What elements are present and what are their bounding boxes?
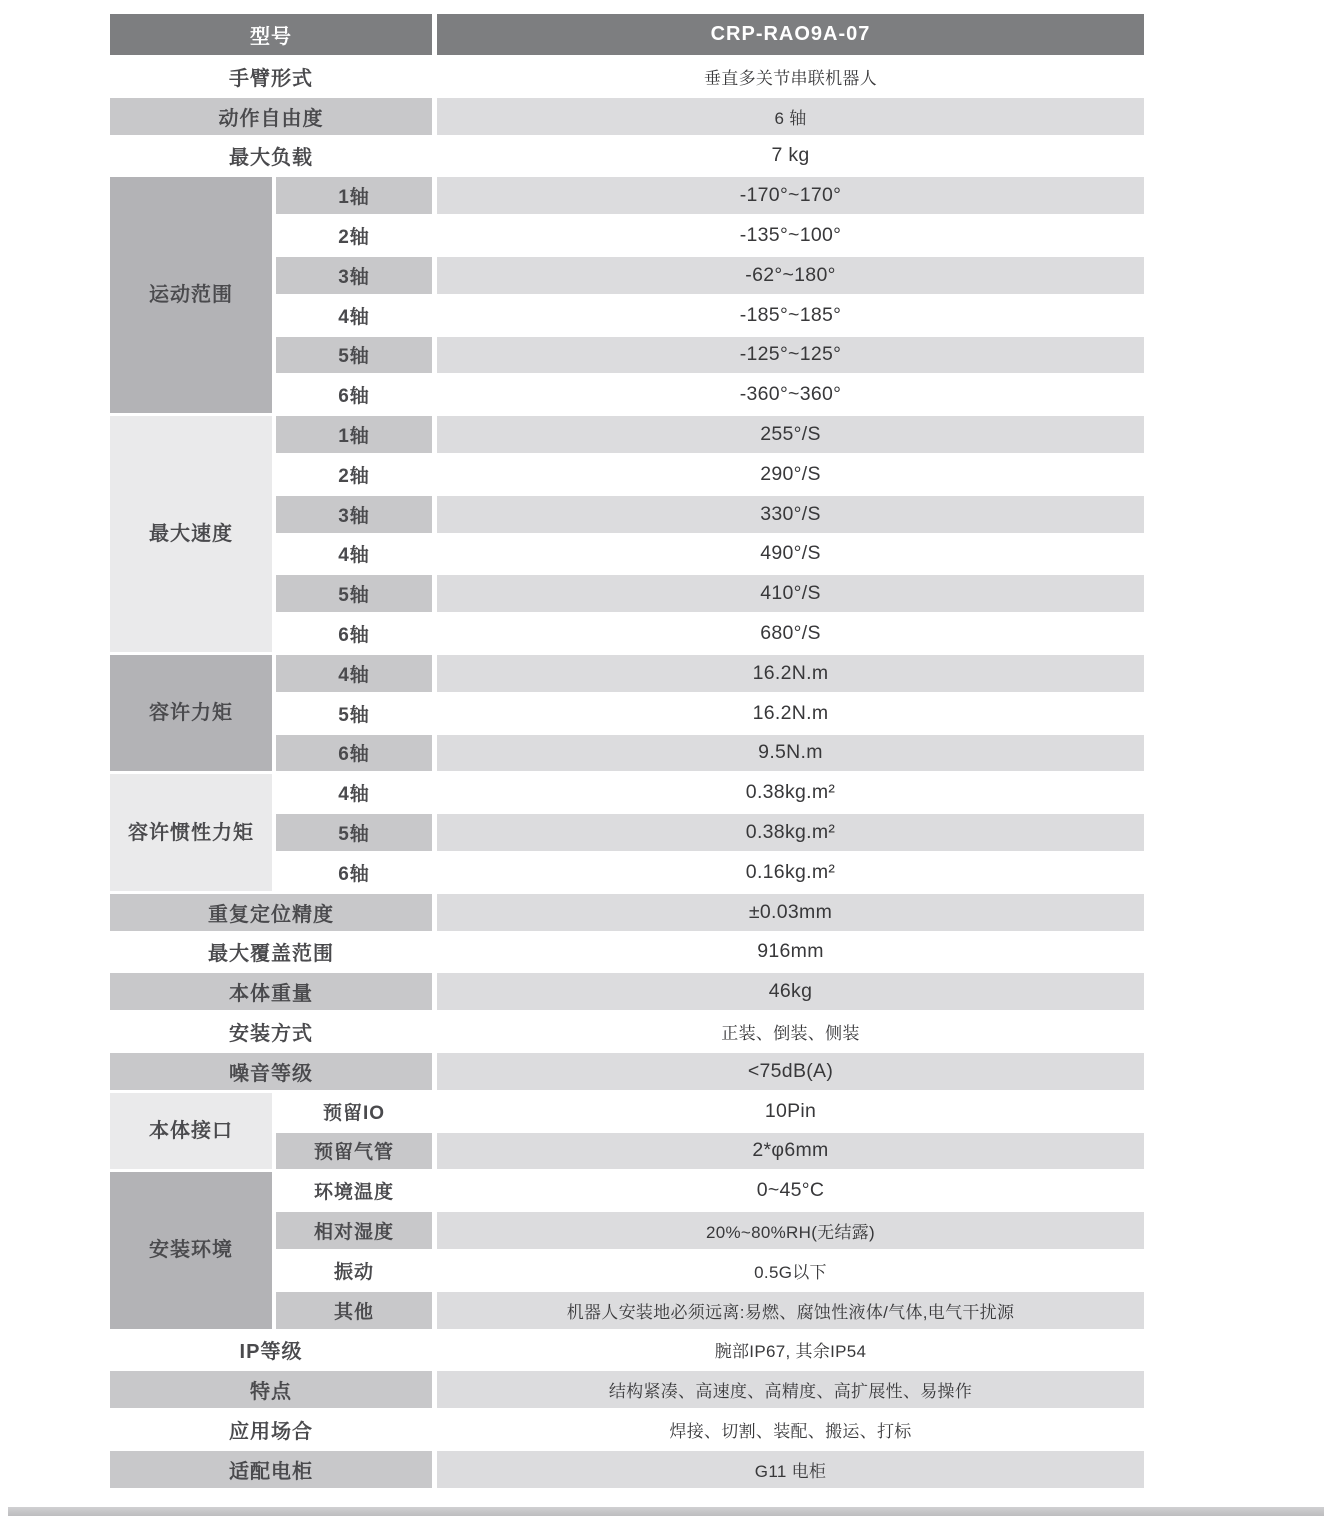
axis-label: 6轴 <box>276 735 432 772</box>
axis-label: 3轴 <box>276 257 432 294</box>
axis-label: 5轴 <box>276 575 432 612</box>
spec-value: 6 轴 <box>437 98 1144 135</box>
spec-value: 16.2N.m <box>437 655 1144 692</box>
axis-label: 2轴 <box>338 465 370 487</box>
spec-value: 9.5N.m <box>437 735 1144 772</box>
spec-value: 腕部IP67, 其余IP54 <box>714 1342 867 1362</box>
spec-value: 490°/S <box>760 542 821 565</box>
spec-value: 16.2N.m <box>752 701 829 724</box>
axis-label: 1轴 <box>276 416 432 453</box>
axis-label: 振动 <box>333 1261 374 1283</box>
spec-value: -62°~180° <box>437 257 1144 294</box>
spec-value: -170°~170° <box>437 177 1144 214</box>
spec-value: 结构紧凑、高速度、高精度、高扩展性、易操作 <box>437 1371 1144 1408</box>
group-label: 最大速度 <box>110 416 272 652</box>
axis-label: 6轴 <box>338 386 370 408</box>
axis-label: 2轴 <box>338 227 370 249</box>
group-label: 安装环境 <box>110 1172 272 1328</box>
axis-label: 环境温度 <box>313 1182 394 1204</box>
axis-label: 4轴 <box>276 655 432 692</box>
model-header-label: 型号 <box>110 14 432 55</box>
axis-label: 4轴 <box>338 306 370 328</box>
spec-table-header <box>110 14 1144 55</box>
axis-label: 4轴 <box>338 784 370 806</box>
group-label: 容许惯性力矩 <box>110 774 272 890</box>
spec-value: 7 kg <box>771 144 810 167</box>
axis-label: 其他 <box>276 1292 432 1329</box>
spec-value: G11 电柜 <box>437 1451 1144 1488</box>
spec-value: 680°/S <box>760 622 821 645</box>
spec-value: -185°~185° <box>739 303 842 326</box>
spec-value: 916mm <box>757 940 824 963</box>
spec-table <box>110 14 1144 1488</box>
spec-value: ±0.03mm <box>437 894 1144 931</box>
spec-value: 垂直多关节串联机器人 <box>704 68 877 88</box>
spec-value: 290°/S <box>760 462 821 485</box>
spec-value: 46kg <box>437 973 1144 1010</box>
spec-value: -125°~125° <box>437 337 1144 374</box>
spec-value: 0.38kg.m² <box>745 781 836 804</box>
spec-label: 最大负载 <box>229 147 313 170</box>
spec-label: 动作自由度 <box>110 98 432 135</box>
spec-label: 最大覆盖范围 <box>208 943 334 966</box>
axis-label: 6轴 <box>338 863 370 885</box>
spec-value: 410°/S <box>437 575 1144 612</box>
spec-value: 20%~80%RH(无结露) <box>437 1212 1144 1249</box>
spec-label: 适配电柜 <box>110 1451 432 1488</box>
group-label: 本体接口 <box>110 1093 272 1170</box>
spec-value: 机器人安装地必须远离:易燃、腐蚀性液体/气体,电气干扰源 <box>437 1292 1144 1329</box>
model-number: CRP-RAO9A-07 <box>437 14 1144 55</box>
spec-value: 10Pin <box>764 1099 817 1122</box>
spec-value: 0~45°C <box>756 1179 825 1202</box>
spec-value: 焊接、切割、装配、搬运、打标 <box>669 1421 912 1441</box>
spec-label: 本体重量 <box>110 973 432 1010</box>
axis-label: 3轴 <box>276 496 432 533</box>
spec-value: 330°/S <box>437 496 1144 533</box>
spec-value: -360°~360° <box>739 383 842 406</box>
spec-value: 0.16kg.m² <box>745 860 836 883</box>
spec-value: 255°/S <box>437 416 1144 453</box>
spec-label: 重复定位精度 <box>110 894 432 931</box>
spec-value: 正装、倒装、侧装 <box>721 1024 860 1044</box>
axis-label: 1轴 <box>276 177 432 214</box>
spec-label: 噪音等级 <box>110 1053 432 1090</box>
bottom-divider-bar <box>8 1507 1324 1516</box>
axis-label: 预留气管 <box>276 1133 432 1170</box>
axis-label: 4轴 <box>338 545 370 567</box>
axis-label: 5轴 <box>276 814 432 851</box>
axis-label: 5轴 <box>338 704 370 726</box>
spec-value: <75dB(A) <box>437 1053 1144 1090</box>
group-label: 运动范围 <box>110 177 272 413</box>
spec-value: 0.38kg.m² <box>437 814 1144 851</box>
spec-label: 应用场合 <box>229 1420 313 1443</box>
spec-value: 2*φ6mm <box>437 1133 1144 1170</box>
axis-label: 相对湿度 <box>276 1212 432 1249</box>
spec-label: 手臂形式 <box>229 67 313 90</box>
axis-label: 6轴 <box>338 625 370 647</box>
spec-value: 0.5G以下 <box>754 1262 827 1282</box>
spec-value: -135°~100° <box>739 224 842 247</box>
spec-label: IP等级 <box>239 1341 303 1364</box>
group-label: 容许力矩 <box>110 655 272 771</box>
axis-label: 5轴 <box>276 337 432 374</box>
spec-label: 安装方式 <box>229 1023 313 1046</box>
spec-label: 特点 <box>110 1371 432 1408</box>
axis-label: 预留IO <box>322 1102 386 1124</box>
spec-grid <box>110 58 1144 1488</box>
